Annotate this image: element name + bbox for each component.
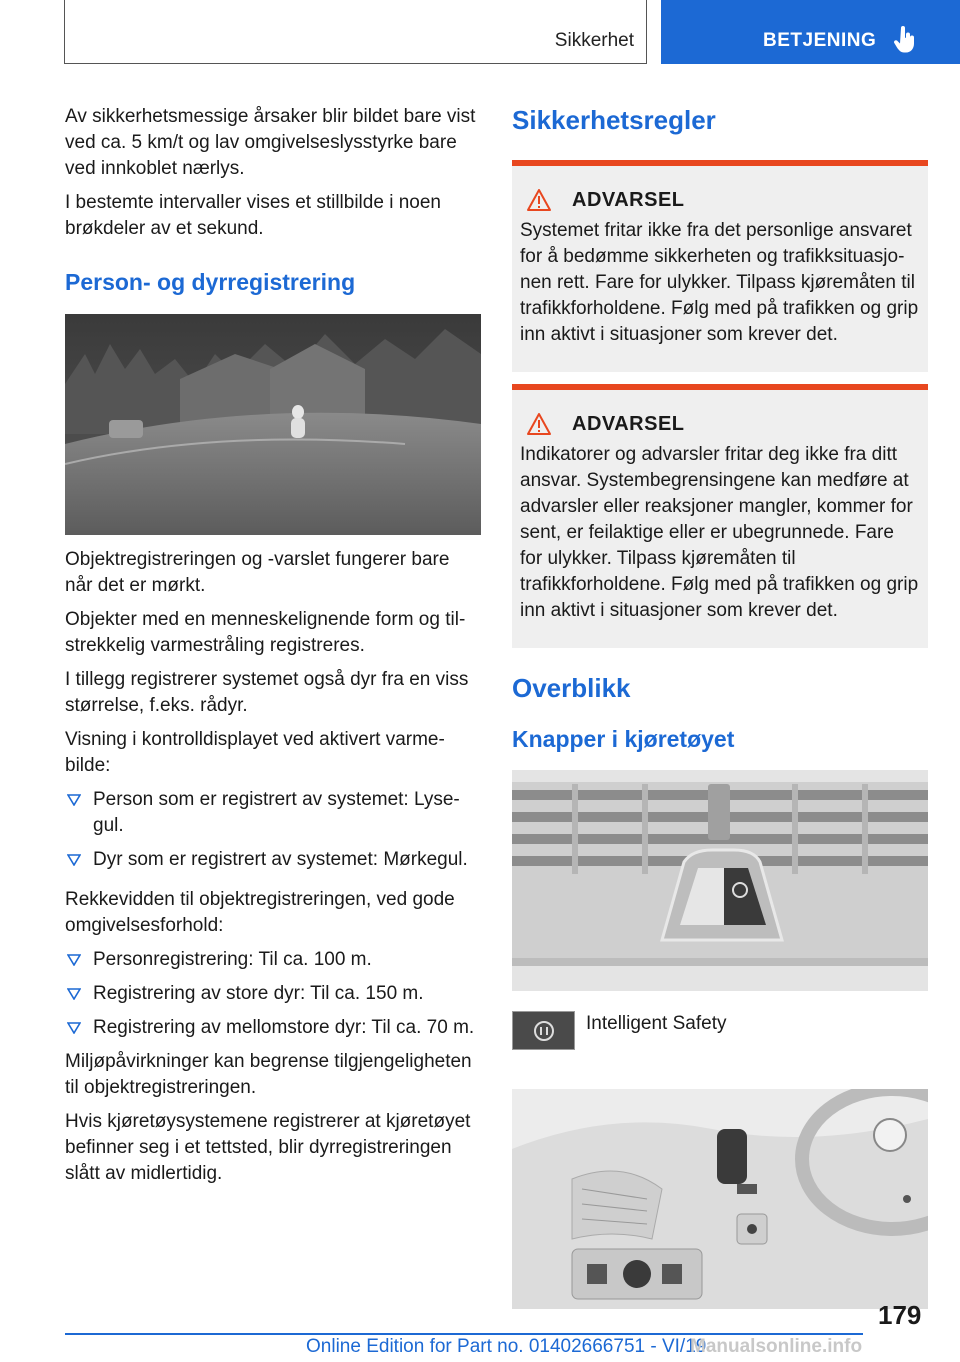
button-legend-row (512, 1011, 928, 1089)
paragraph-human-shape: Objekter med en menneskelignende form og tilstrekkelig varmestråling registreres. (65, 609, 466, 656)
warning-triangle-icon (526, 412, 552, 436)
vent-button-illustration (512, 770, 928, 991)
page-number: 179 (878, 1300, 922, 1330)
triangle-bullet-icon (67, 794, 81, 806)
warning-text: Indikatorer og advarsler fritar deg ikke fra ditt ansvar. Systembegrensingene kan medføre at advarsler eller reaksjoner mangler, kommer for sent, er feilaktige eller er ubegrunnede. Fare for ulykker. Tilpass kjøremåten til trafikkforholdene. Følg med på trafikken og grip inn aktivt i situasjoner som krever det. (520, 444, 919, 621)
intelligent-safety-label: Intelligent Safety (586, 1013, 727, 1034)
intelligent-safety-button-icon (512, 1011, 575, 1050)
list-item-text: Registrering av store dyr: Til ca. 150 m. (93, 983, 424, 1004)
list-item-text: Registrering av mellomstore dyr: Til ca. 70 m. (93, 1017, 475, 1038)
list-item (65, 981, 481, 1007)
list-item-text: Personregistrering: Til ca. 100 m. (93, 949, 372, 970)
paragraph-urban-area: Hvis kjøretøysystemene registrerer at kjøretøyet befinner seg i et tettsted, blir dyrregistreringen slått av midlertidig. (65, 1111, 471, 1184)
header-section-box (64, 0, 647, 64)
right-column (512, 104, 928, 1309)
paragraph-display: Visning i kontrolldisplayet ved aktivert varmebilde: (65, 729, 445, 776)
header-chapter-title: BETJENING (763, 30, 877, 51)
section-heading-overview: Overblikk (512, 673, 631, 703)
cockpit-illustration (512, 1089, 928, 1309)
paragraph-animals: I tillegg registrerer systemet også dyr fra en viss størrelse, f.eks. rådyr. (65, 669, 469, 716)
left-column (65, 104, 481, 1195)
warning-title: ADVARSEL (572, 188, 685, 211)
list-item (65, 847, 481, 873)
watermark-text: Manualsonline.info (690, 1336, 863, 1357)
hand-pointer-icon (893, 26, 917, 54)
header-section-title: Sikkerhet (554, 30, 634, 51)
thermal-image-illustration (65, 314, 481, 535)
header-chapter-tab (661, 0, 960, 64)
list-item-text: Dyr som er registrert av systemet: Mørkegul. (93, 849, 468, 870)
warning-text: Systemet fritar ikke fra det personlige ansvaret for å bedømme sikkerheten og trafikksituasjonen rett. Fare for ulykker. Tilpass kjøremåten til trafikkforholdene. Følg med på trafikken og grip inn aktivt i situasjoner som krever det. (520, 220, 919, 345)
warning-box-1 (512, 160, 928, 372)
list-item (65, 1015, 481, 1041)
subsection-heading-buttons: Knapper i kjøretøyet (512, 726, 735, 752)
list-item (65, 947, 481, 973)
triangle-bullet-icon (67, 854, 81, 866)
thermal-image-photo (65, 314, 481, 535)
list-item-text: Person som er registrert av systemet: Lysegul. (93, 789, 460, 836)
triangle-bullet-icon (67, 988, 81, 1000)
section-heading-safety-rules: Sikkerhetsregler (512, 105, 716, 135)
warning-header (520, 412, 920, 436)
warning-header (520, 188, 920, 212)
paragraph-environment: Miljøpåvirkninger kan begrense tilgjengeligheten til objektregistreringen. (65, 1051, 472, 1098)
list-item (65, 787, 481, 839)
warning-title: ADVARSEL (572, 412, 685, 435)
footer-edition-text: Online Edition for Part no. 01402666751 - VI/19 (306, 1336, 707, 1357)
paragraph-range: Rekkevidden til objektregistreringen, ved gode omgivelsesforhold: (65, 889, 455, 936)
cockpit-photo (512, 1089, 928, 1309)
warning-triangle-icon (526, 188, 552, 212)
footer-divider (65, 1333, 863, 1335)
triangle-bullet-icon (67, 1022, 81, 1034)
section-heading-person-animal: Person- og dyrregistrering (65, 269, 356, 295)
bullet-list-colors (65, 787, 481, 873)
paragraph-object-detection: Objektregistreringen og -varslet fungerer bare når det er mørkt. (65, 549, 450, 596)
triangle-bullet-icon (67, 954, 81, 966)
intro-paragraph-2: I bestemte intervaller vises et stillbilde i noen brøkdeler av et sekund. (65, 192, 441, 239)
intro-paragraph-1: Av sikkerhetsmessige årsaker blir bildet bare vist ved ca. 5 km/t og lav omgivelseslysstyrke bare ved innkoblet nærlys. (65, 106, 476, 179)
bullet-list-range (65, 947, 481, 1041)
vent-button-photo (512, 770, 928, 991)
warning-box-2 (512, 384, 928, 648)
